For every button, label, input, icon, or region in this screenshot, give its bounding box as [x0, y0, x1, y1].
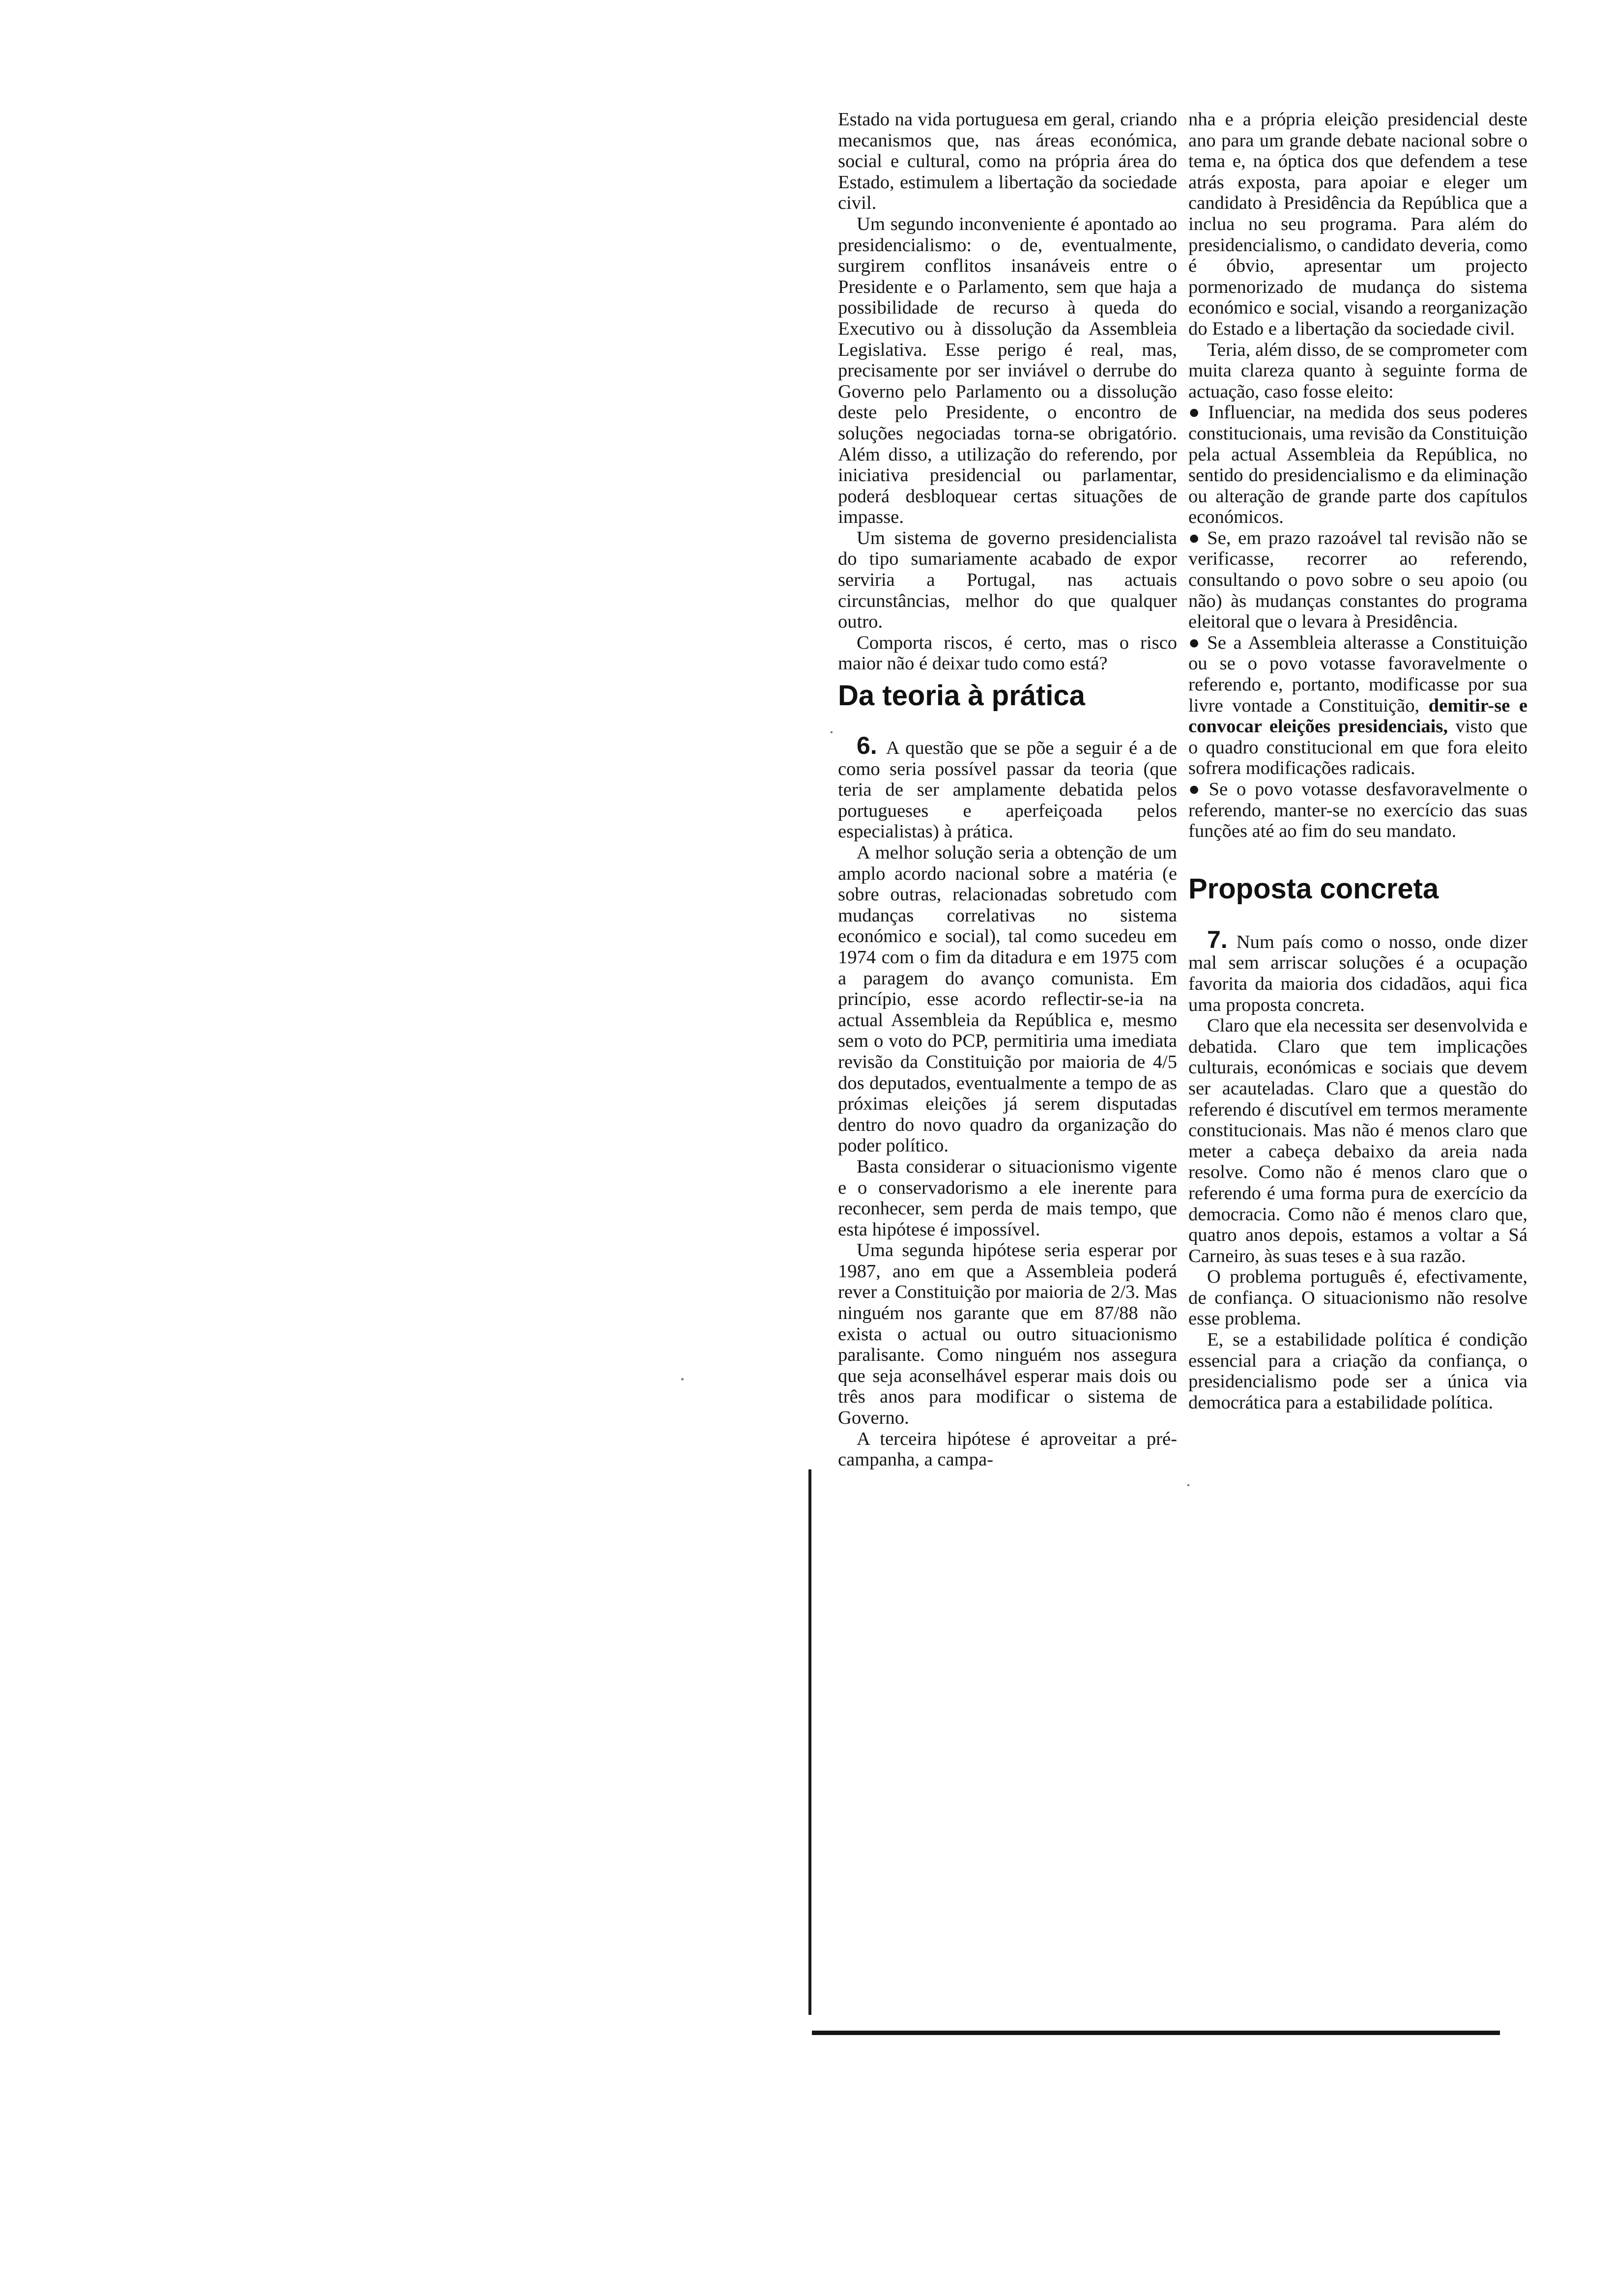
- bullet-item: [1188, 632, 1527, 779]
- bullet-icon: ●: [1188, 779, 1204, 800]
- paragraph: Basta considerar o situacionismo vigente e o conservadorismo a ele inerente para reconhecer, sem perda de mais tempo, que esta hipótese é impossível.: [838, 1156, 1177, 1240]
- bullet-text: Se a Assembleia alterasse a Constituição ou se o povo votasse favoravelmente o referendo e, portanto, modificasse por sua livre vontade a Constituição,: [1188, 632, 1527, 716]
- section-heading-proposta-concreta: Proposta concreta: [1188, 872, 1439, 905]
- paragraph: Uma segunda hipótese seria esperar por 1987, ano em que a Assembleia poderá rever a Constituição por maioria de 2/3. Mas ninguém nos garante que em 87/88 não exista o actual ou outro situacionismo paralisante. Como ninguém nos assegura que seja aconselhável esperar mais dois ou três anos para modificar o sistema de Governo.: [838, 1240, 1177, 1429]
- bullet-item: [1188, 528, 1527, 632]
- article-column-left: [838, 109, 1177, 1470]
- numbered-paragraph: [838, 732, 1177, 842]
- bullet-icon: ●: [1188, 402, 1204, 423]
- paragraph: Um segundo inconveniente é apontado ao presidencialismo: o de, eventualmente, surgirem conflitos insanáveis entre o Presidente e o Parlamento, sem que haja a possibilidade de recurso à queda do Executivo ou à dissolução da Assembleia Legislativa. Esse perigo é real, mas, precisamente por ser inviável o derrube do Governo pelo Parlamento ou a dissolução deste pelo Presidente, o encontro de soluções negociadas torna-se obrigatório. Além disso, a utilização do referendo, por iniciativa presidencial ou parlamentar, poderá desbloquear certas situações de impasse.: [838, 213, 1177, 528]
- paragraph-text: Num país como o nosso, onde dizer mal sem arriscar soluções é a ocupação favorita da maioria dos cidadãos, aqui fica uma proposta concreta.: [1188, 931, 1527, 1015]
- section-number: 6.: [857, 732, 877, 760]
- paragraph: nha e a própria eleição presidencial deste ano para um grande debate nacional sobre o tema e, na óptica dos que defendem a tese atrás exposta, para apoiar e eleger um candidato à Presidência da República que a inclua no seu programa. Para além do presidencialismo, o candidato deveria, como é óbvio, apresentar um projecto pormenorizado de mudança do sistema económico e social, visando a reorganização do Estado e a libertação da sociedade civil.: [1188, 109, 1527, 339]
- bullet-text: Influenciar, na medida dos seus poderes constitucionais, uma revisão da Constituição pela actual Assembleia da República, no sentido do presidencialismo e da eliminação ou alteração de grande parte dos capítulos económicos.: [1188, 402, 1527, 528]
- paragraph: Teria, além disso, de se comprometer com muita clareza quanto à seguinte forma de actuação, caso fosse eleito:: [1188, 339, 1527, 402]
- margin-rule: [808, 1469, 811, 2015]
- paragraph-text: A questão que se põe a seguir é a de como seria possível passar da teoria (que teria de ser amplamente debatida pelos portugueses e aperfeiçoada pelos especialistas) à prática.: [838, 738, 1177, 842]
- paragraph: Estado na vida portuguesa em geral, criando mecanismos que, nas áreas económica, social e cultural, como na própria área do Estado, estimulem a libertação da sociedade civil.: [838, 109, 1177, 214]
- paragraph: E, se a estabilidade política é condição essencial para a criação da confiança, o presidencialismo pode ser a única via democrática para a estabilidade política.: [1188, 1329, 1527, 1413]
- bullet-item: [1188, 779, 1527, 842]
- paragraph: Comporta riscos, é certo, mas o risco maior não é deixar tudo como está?: [838, 632, 1177, 674]
- bullet-text: visto que o quadro constitucional em que fora eleito sofrera modificações radicais.: [1188, 716, 1528, 779]
- paragraph: A terceira hipótese é aproveitar a pré-campanha, a campa-: [838, 1428, 1177, 1470]
- section-number: 7.: [1207, 925, 1228, 953]
- scan-speck: [1187, 1484, 1189, 1486]
- scan-speck: [831, 731, 833, 733]
- bullet-text-emphasis: demitir-se e convocar eleições presidenciais,: [1188, 695, 1527, 737]
- paragraph: O problema português é, efectivamente, de confiança. O situacionismo não resolve esse problema.: [1188, 1266, 1527, 1329]
- bullet-text: Se, em prazo razoável tal revisão não se verificasse, recorrer ao referendo, consultando o povo sobre o seu apoio (ou não) às mudanças constantes do programa eleitoral que o levara à Presidência.: [1188, 527, 1528, 632]
- paragraph: Claro que ela necessita ser desenvolvida e debatida. Claro que tem implicações culturais, económicas e sociais que devem ser acauteladas. Claro que a questão do referendo é discutível em termos meramente constitucionais. Mas não é menos claro que meter a cabeça debaixo da areia nada resolve. Como não é menos claro que o referendo é uma forma pura de exercício da democracia. Como não é menos claro que, quatro anos depois, estamos a voltar a Sá Carneiro, às suas teses e à sua razão.: [1188, 1015, 1527, 1266]
- bullet-icon: ●: [1188, 527, 1203, 548]
- bullet-icon: ●: [1188, 632, 1203, 653]
- scan-speck: [681, 1378, 684, 1380]
- paragraph: Um sistema de governo presidencialista do tipo sumariamente acabado de expor serviria a Portugal, nas actuais circunstâncias, melhor do que qualquer outro.: [838, 527, 1177, 632]
- bottom-rule: [812, 2031, 1500, 2035]
- bullet-text: Se o povo votasse desfavoravelmente o referendo, manter-se no exercício das suas funções até ao fim do seu mandato.: [1188, 779, 1527, 842]
- article-column-right: [1188, 109, 1527, 1413]
- bullet-item: [1188, 402, 1527, 528]
- section-heading-teoria-pratica: Da teoria à prática: [838, 680, 1085, 712]
- numbered-paragraph: [1188, 925, 1527, 1015]
- paragraph: A melhor solução seria a obtenção de um amplo acordo nacional sobre a matéria (e sobre outras, relacionadas sobretudo com mudanças correlativas no sistema económico e social), tal como sucedeu em 1974 com o fim da ditadura e em 1975 com a paragem do avanço comunista. Em princípio, esse acordo reflectir-se-ia na actual Assembleia da República e, mesmo sem o voto do PCP, permitiria uma imediata revisão da Constituição por maioria de 4/5 dos deputados, eventualmente a tempo de as próximas eleições já serem disputadas dentro do novo quadro da organização do poder político.: [838, 842, 1177, 1156]
